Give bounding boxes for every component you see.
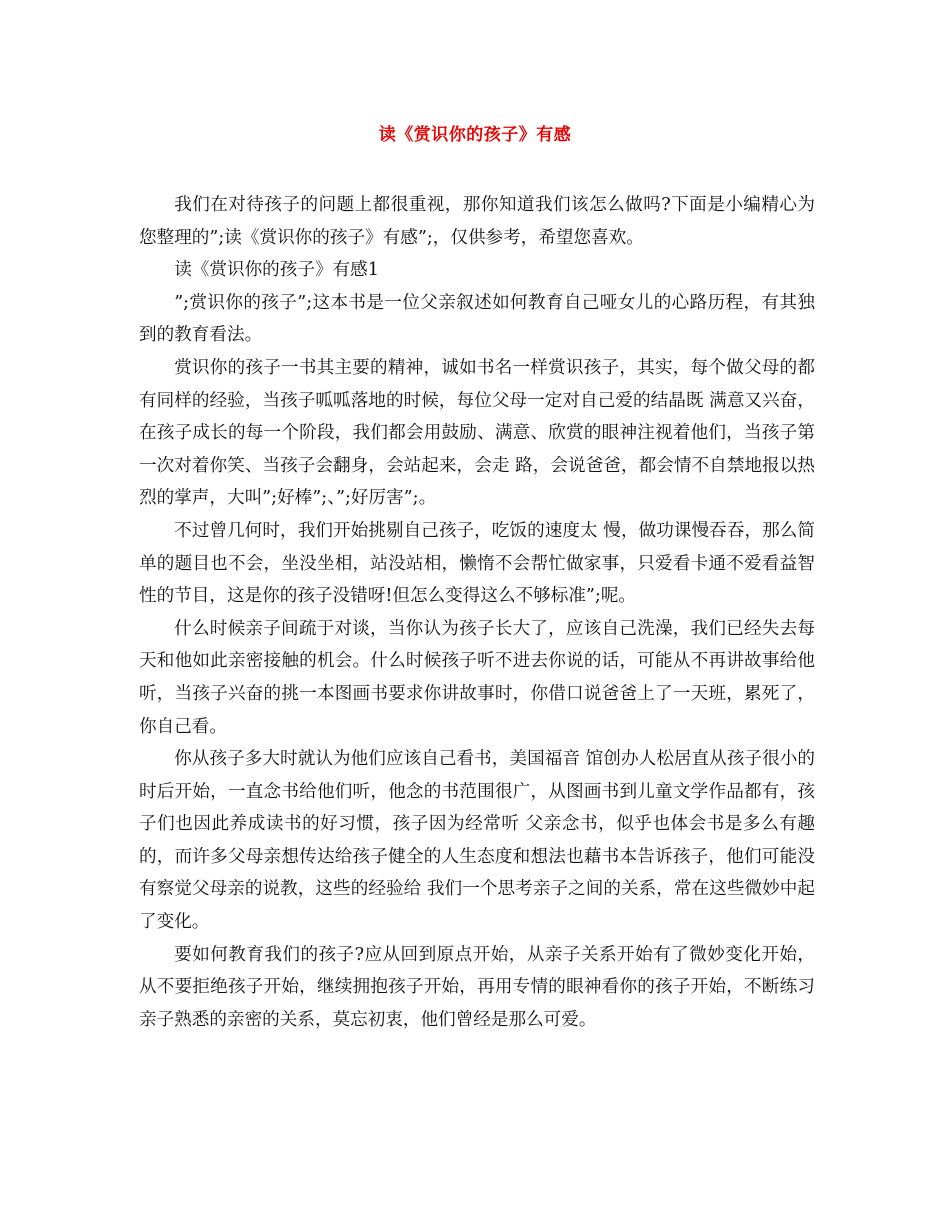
paragraph: 赏识你的孩子一书其主要的精神，诚如书名一样赏识孩子，其实，每个做父母的都有同样的经验，当孩子呱呱落地的时候，每位父母一定对自己爱的结晶既 满意又兴奋，在孩子成长的每一个阶段，我们都会用鼓励、满意、欣赏的眼神注视着他们，当孩子第一次对着你笑、当孩子会翻身，会站起来，会走 路，会说爸爸，都会情不自禁地报以热烈的掌声，大叫”;好棒”;、”;好厉害”;。 [139, 357, 815, 509]
paragraph-conclusion: 要如何教育我们的孩子?应从回到原点开始，从亲子关系开始有了微妙变化开始，从不要拒绝孩子开始，继续拥抱孩子开始，再用专情的眼神看你的孩子开始，不断练习亲子熟悉的亲密的关系，莫忘初衷，他们曾经是那么可爱。 [139, 944, 815, 1030]
paragraph: 你从孩子多大时就认为他们应该自己看书，美国福音 馆创办人松居直从孩子很小的时后开始，一直念书给他们听，他念的书范围很广，从图画书到儿童文学作品都有，孩子们也因此养成读书的好习惯，孩子因为经常听 父亲念书，似乎也体会书是多么有趣的，而许多父母亲想传达给孩子健全的人生态度和想法也藉书本告诉孩子，他们可能没有察觉父母亲的说教，这些的经验给 我们一个思考亲子之间的关系，常在这些微妙中起了变化。 [139, 749, 815, 933]
paragraph: ”;赏识你的孩子”;这本书是一位父亲叙述如何教育自己哑女儿的心路历程，有其独到的教育看法。 [139, 292, 815, 346]
section-heading: 读《赏识你的孩子》有感1 [174, 260, 379, 281]
paragraph: 不过曾几何时，我们开始挑剔自己孩子，吃饭的速度太 慢，做功课慢吞吞，那么简单的题目也不会，坐没坐相，站没站相，懒惰不会帮忙做家事，只爱看卡通不爱看益智性的节目，这是你的孩子没错呀!但怎么变得这么不够标准”;呢。 [139, 520, 815, 607]
paragraph-intro: 我们在对待孩子的问题上都很重视，那你知道我们该怎么做吗?下面是小编精心为您整理的”;读《赏识你的孩子》有感”;，仅供参考，希望您喜欢。 [139, 195, 815, 248]
paragraph: 什么时候亲子间疏于对谈，当你认为孩子长大了，应该自己洗澡，我们已经失去每天和他如此亲密接触的机会。什么时候孩子听不进去你说的话，可能从不再讲故事给他听，当孩子兴奋的挑一本图画书要求你讲故事时，你借口说爸爸上了一天班，累死了，你自己看。 [139, 618, 815, 737]
document-body [139, 189, 815, 1036]
document-title: 读《赏识你的孩子》有感 [378, 125, 572, 145]
